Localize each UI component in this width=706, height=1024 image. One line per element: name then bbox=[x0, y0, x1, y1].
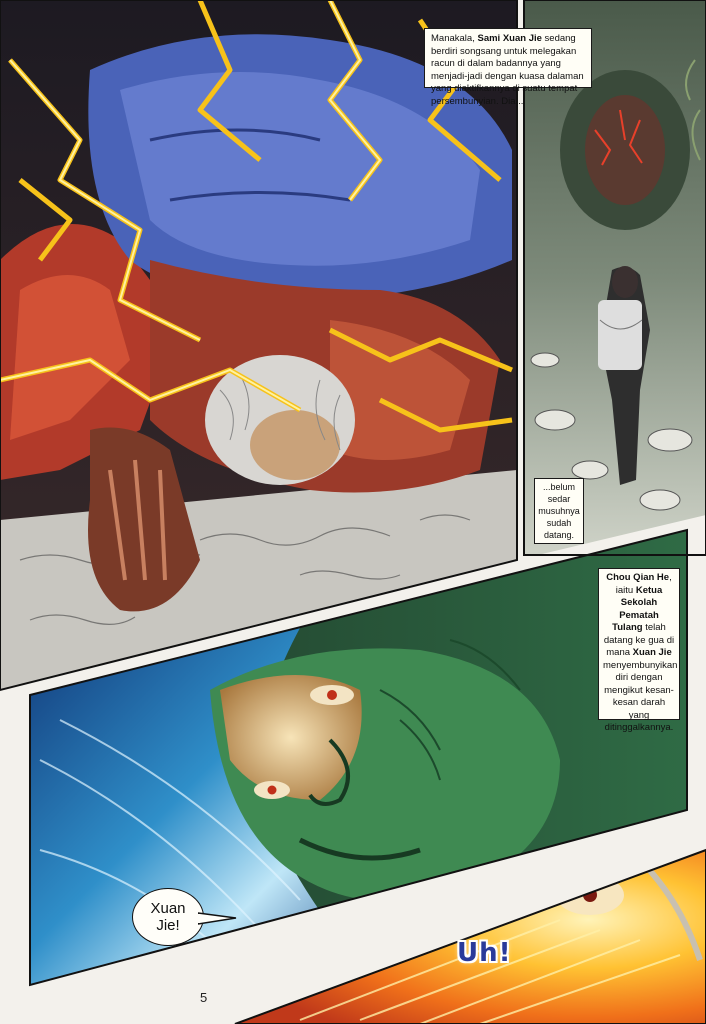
caption-name-chou: Chou Qian He bbox=[606, 572, 670, 583]
caption-intro-name: Sami Xuan Jie bbox=[477, 33, 542, 44]
caption-intro bbox=[424, 28, 592, 107]
speech-bubble bbox=[132, 888, 204, 946]
speech-text: Xuan Jie! bbox=[150, 899, 186, 934]
caption-mid-1: , iaitu bbox=[615, 572, 672, 596]
sfx-text: Uh! bbox=[457, 938, 512, 968]
caption-intro-pre: Manakala, bbox=[431, 33, 478, 44]
caption-intro-post: sedang berdiri songsang untuk melegakan racun di dalam badannya yang menjadi-jadi dengan kuasa dalaman yang diaktifkannya di suatu tempat persembunyian. Dia... bbox=[431, 33, 584, 107]
speech-tail bbox=[198, 910, 238, 930]
caption-chou-qian-he bbox=[598, 568, 680, 734]
caption-title: Ketua Sekolah Pematah Tulang bbox=[612, 584, 663, 634]
page-number: 5 bbox=[200, 990, 208, 1005]
caption-unaware-text: ...belum sedar musuhnya sudah datang. bbox=[538, 482, 580, 540]
caption-unaware bbox=[534, 478, 584, 544]
caption-mid-2: telah datang ke gua di mana bbox=[603, 622, 675, 659]
caption-name-xuan: Xuan Jie bbox=[632, 647, 672, 659]
caption-right-post: menyembunyikan diri dengan mengikut kesan-kesan darah yang ditinggalkannya. bbox=[603, 659, 678, 734]
